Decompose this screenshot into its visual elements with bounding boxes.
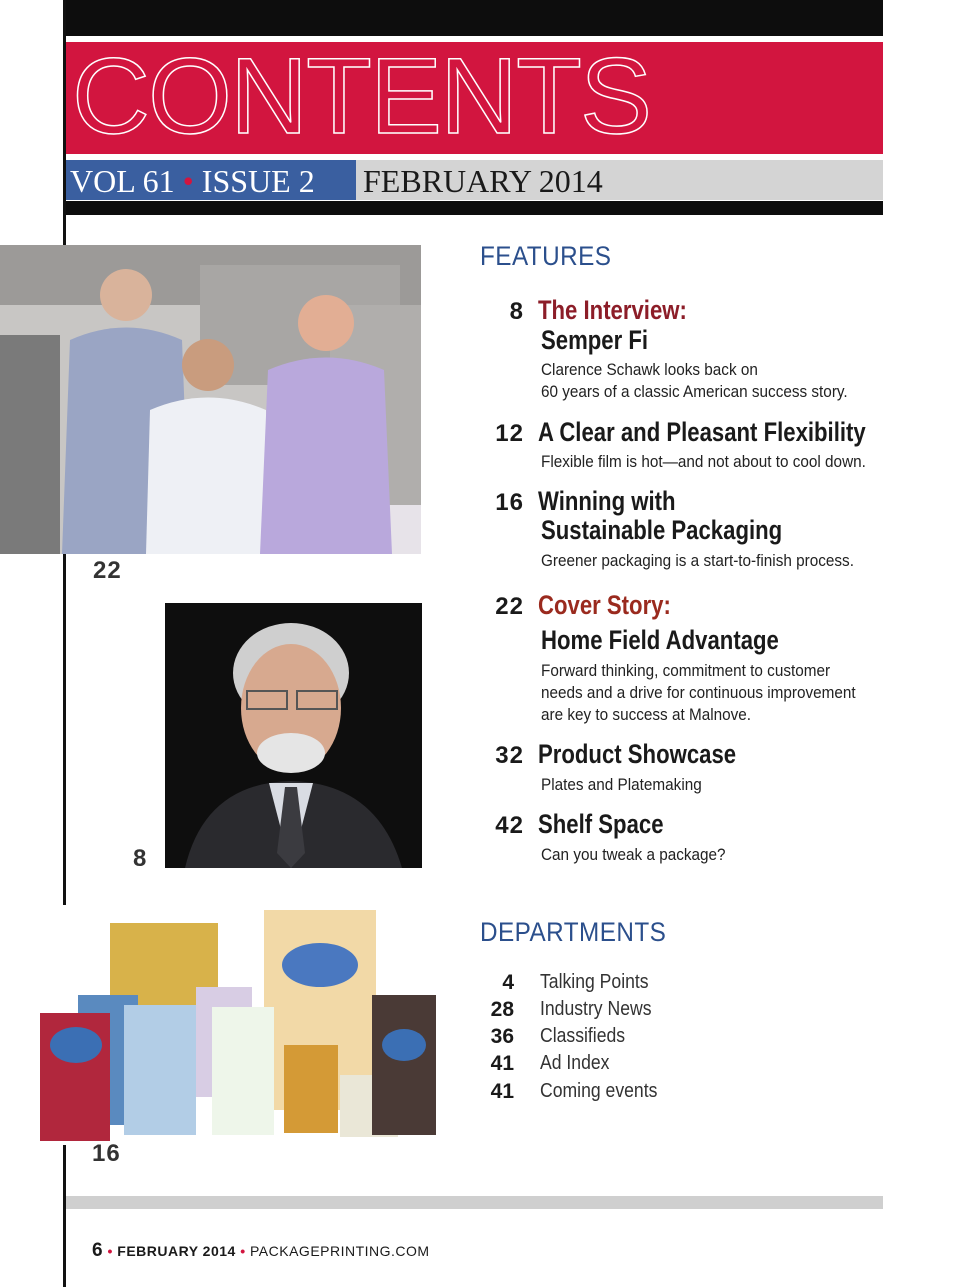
issue-bar <box>66 160 883 200</box>
feature-description: are key to success at Malnove. <box>541 705 752 724</box>
feature-title-line2[interactable]: Sustainable Packaging <box>541 515 783 545</box>
department-item[interactable]: Talking Points <box>540 971 649 993</box>
feature-page-number: 32 <box>495 742 524 769</box>
feature-description: Flexible film is hot—and not about to cool down. <box>541 452 866 471</box>
feature-page-number: 16 <box>495 489 524 516</box>
footer-page-number: 6 <box>92 1240 104 1261</box>
features-heading: FEATURES <box>480 241 612 271</box>
page-footer <box>92 1240 430 1262</box>
feature-page-number: 42 <box>495 812 524 839</box>
footer-separator: • <box>240 1243 246 1259</box>
feature-title[interactable]: Product Showcase <box>538 739 737 769</box>
header-underline-bar <box>66 201 883 215</box>
department-page-number: 36 <box>490 1025 514 1048</box>
department-page-number: 4 <box>502 971 514 994</box>
contents-banner <box>66 42 883 154</box>
department-item[interactable]: Ad Index <box>540 1052 610 1074</box>
feature-description: Can you tweak a package? <box>541 845 726 864</box>
portrait-photo-icon[interactable] <box>165 603 422 868</box>
footer-website-link[interactable]: PACKAGEPRINTING.COM <box>250 1243 430 1259</box>
department-item[interactable]: Coming events <box>540 1080 658 1102</box>
footer-rule <box>66 1196 883 1209</box>
feature-title[interactable]: A Clear and Pleasant Flexibility <box>538 417 866 447</box>
pet-food-packages-photo-icon[interactable] <box>40 905 445 1145</box>
feature-kicker[interactable]: The Interview: <box>538 295 687 325</box>
department-page-number: 28 <box>490 998 514 1021</box>
issue-date: FEBRUARY 2014 <box>363 163 603 199</box>
photo-page-number: 22 <box>93 557 122 584</box>
feature-title[interactable]: Shelf Space <box>538 809 664 839</box>
feature-description: Clarence Schawk looks back on <box>541 360 758 379</box>
department-page-number: 41 <box>490 1052 514 1075</box>
feature-page-number: 22 <box>495 593 524 620</box>
feature-description: 60 years of a classic American success story. <box>541 382 848 401</box>
footer-separator: • <box>107 1243 113 1259</box>
feature-description: Greener packaging is a start-to-finish process. <box>541 551 854 570</box>
people-group-photo-icon[interactable] <box>0 245 421 554</box>
departments-heading: DEPARTMENTS <box>480 917 667 947</box>
top-black-bar <box>66 0 883 36</box>
feature-kicker[interactable]: Cover Story: <box>538 590 671 620</box>
photo-page-number: 16 <box>92 1140 121 1167</box>
volume-issue-label <box>66 160 356 200</box>
department-item[interactable]: Industry News <box>540 998 652 1020</box>
volume-text: VOL 61 <box>70 163 175 199</box>
department-item[interactable]: Classifieds <box>540 1025 626 1047</box>
feature-title[interactable]: Winning with <box>538 486 676 516</box>
feature-page-number: 8 <box>509 298 524 325</box>
feature-description: Forward thinking, commitment to customer <box>541 661 831 680</box>
feature-title[interactable]: Semper Fi <box>541 325 649 355</box>
feature-page-number: 12 <box>495 420 524 447</box>
photo-page-number: 8 <box>133 845 148 872</box>
feature-description: needs and a drive for continuous improvement <box>541 683 856 702</box>
footer-date: FEBRUARY 2014 <box>117 1243 236 1259</box>
feature-title[interactable]: Home Field Advantage <box>541 625 779 655</box>
separator-dot: • <box>182 163 194 199</box>
feature-description: Plates and Platemaking <box>541 775 702 794</box>
issue-text: ISSUE 2 <box>201 163 315 199</box>
department-page-number: 41 <box>490 1080 514 1103</box>
contents-title: CONTENTS <box>72 42 650 154</box>
